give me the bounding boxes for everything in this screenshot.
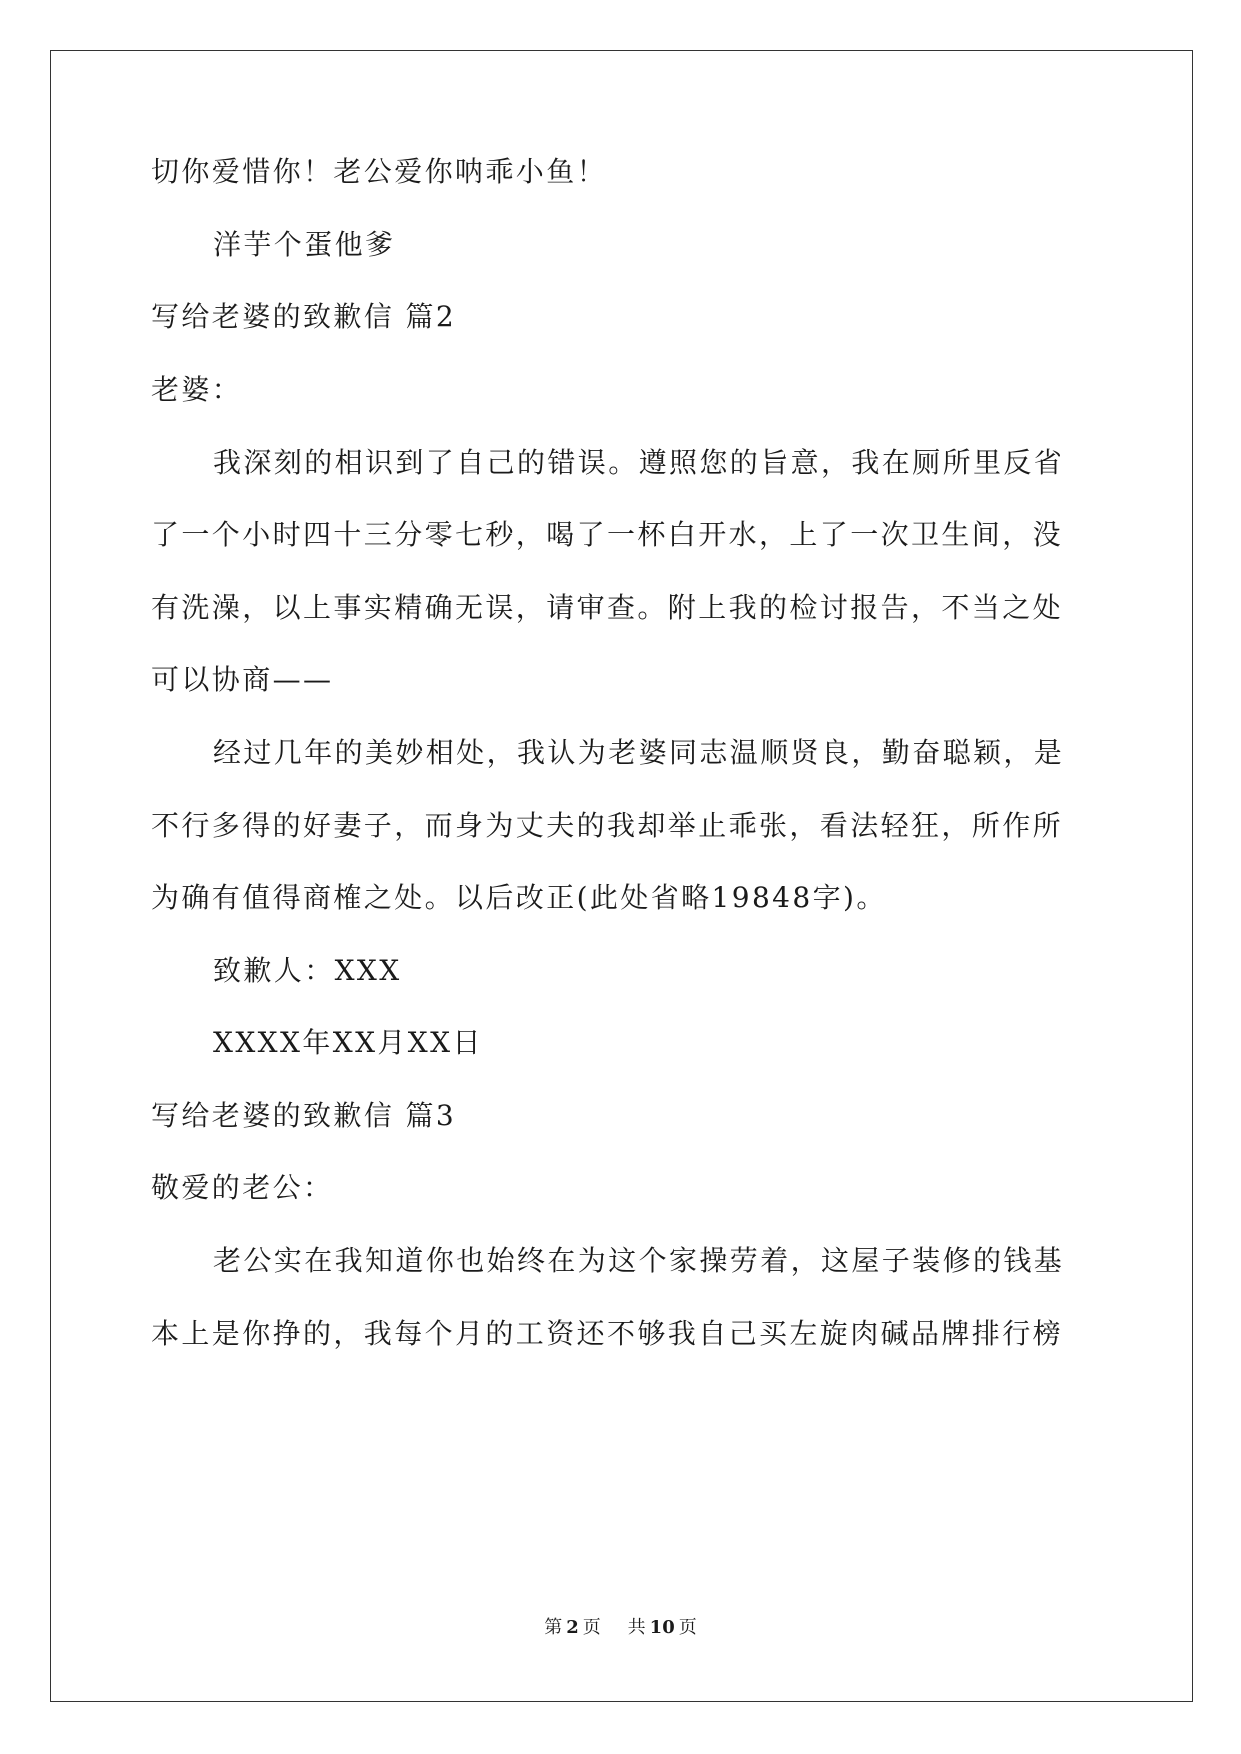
text-line-17: 本上是你挣的，我每个月的工资还不够我自己买左旋肉碱品牌排行榜 bbox=[151, 1317, 1064, 1350]
date-line: XXXX年XX月XX日 bbox=[213, 1026, 483, 1059]
text-line-10: 不行多得的好妻子，而身为丈夫的我却举止乖张，看法轻狂，所作所 bbox=[151, 809, 1064, 842]
total-pages-number: 10 bbox=[649, 1617, 675, 1638]
text-line-8: 可以协商—— bbox=[151, 663, 334, 696]
text-line-7: 有洗澡，以上事实精确无误，请审查。附上我的检讨报告，不当之处 bbox=[151, 591, 1064, 624]
text-line-9: 经过几年的美妙相处，我认为老婆同志温顺贤良，勤奋聪颖，是 bbox=[213, 736, 1065, 769]
current-page-number: 2 bbox=[566, 1617, 579, 1638]
footer-total-suffix: 页 bbox=[678, 1617, 697, 1638]
text-line-11: 为确有值得商榷之处。以后改正(此处省略19848字)。 bbox=[151, 881, 887, 914]
footer-total-prefix: 共 bbox=[627, 1617, 646, 1638]
footer-page-suffix: 页 bbox=[582, 1617, 601, 1638]
text-line-2: 洋芋个蛋他爹 bbox=[213, 228, 396, 261]
signature-line: 致歉人：XXX bbox=[213, 954, 402, 987]
salutation-2: 敬爱的老公： bbox=[151, 1171, 334, 1204]
text-line-16: 老公实在我知道你也始终在为这个家操劳着，这屋子装修的钱基 bbox=[213, 1244, 1065, 1277]
text-line-1: 切你爱惜你！老公爱你呐乖小鱼！ bbox=[151, 155, 608, 188]
footer-prefix: 第 bbox=[544, 1617, 563, 1638]
page-footer bbox=[0, 1616, 1241, 1640]
salutation-1: 老婆： bbox=[151, 373, 243, 406]
section-heading-2: 写给老婆的致歉信 篇2 bbox=[151, 300, 457, 333]
text-line-5: 我深刻的相识到了自己的错误。遵照您的旨意，我在厕所里反省 bbox=[213, 446, 1065, 479]
text-line-6: 了一个小时四十三分零七秒，喝了一杯白开水，上了一次卫生间，没 bbox=[151, 518, 1064, 551]
section-heading-3: 写给老婆的致歉信 篇3 bbox=[151, 1099, 457, 1132]
